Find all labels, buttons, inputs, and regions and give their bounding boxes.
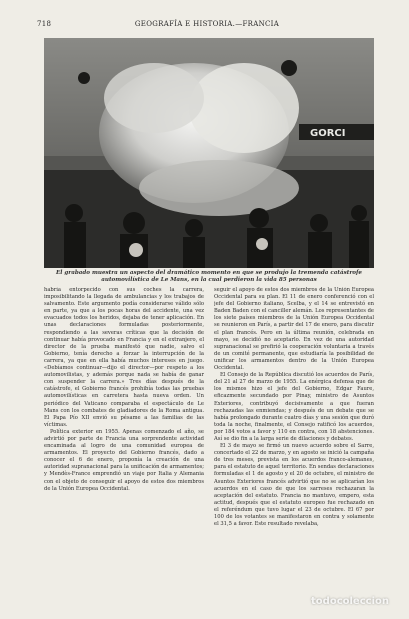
race-crash-photo bbox=[44, 38, 374, 268]
watermark-logo: todocoleccion bbox=[311, 596, 389, 607]
paragraph: El Consejo de la República discutió los acuerdos de París, del 21 al 27 de marzo de 1955. La enérgica defensa que de los mismos hizo el jefe del Gobierno, Edgar Faure, eficazmente secundado por Pinay, ministro de Asuntos Exteriores, contribuyó decisivamente a que fueran rechazadas las enmiendas; y después de un debate que se había prolongado durante cuatro días y una sesión que duró toda la noche, finalmente, el Consejo ratificó los acuerdos, por 184 votos a favor y 110 en contra, con 18 abstenciones. Así se dio fin a la larga serie de dilaciones y debates. bbox=[214, 372, 374, 442]
photo-illustration bbox=[44, 38, 374, 268]
photo-banner-text: GORCI bbox=[310, 128, 346, 139]
running-title: GEOGRAFÍA E HISTORIA.—FRANCIA bbox=[134, 20, 280, 28]
page-number: 718 bbox=[37, 20, 52, 28]
photo-caption: El grabado muestra un aspecto del dramático momento en que se produjo la tremenda catástrofe automovilística de Le Mans, en la cual perdieron la vida 85 personas bbox=[56, 270, 362, 283]
paragraph: habría entorpecido con sus coches la carrera, imposibilitando la llegada de ambulancias y los trabajos de salvamento. Este argumento podía considerarse válido sólo en parte, ya que a los pocas horas del accidente, una vez evacuados todos los heridos, dejaba de tener aplicación. En unas declaraciones formuladas posteriormente, respondiendo a las severas críticas que la decisión de continuar había provocado en Francia y en el extranjero, el director de la prueba manifestó que nadie, salvo el Gobierno, tenía derecho a forzar la interrupción de la carrera, ya que en ella había muchos intereses en juego. «Debíamos continuar—dijo el director—por respeto a los automovilistas, y además porque nada se había de ganar con suspender la carrera.» Tres días después de la catástrofe, el Gobierno francés prohibía todas las pruebas automovilísticas en carretera hasta nueva orden. Un periódico del Vaticano comparaba el espectáculo de Le Mans con los combates de gladiadores de la Roma antigua. El Papa Pío XII envió su pésame a las familias de las víctimas. bbox=[44, 287, 204, 428]
left-column bbox=[44, 287, 204, 587]
article-body bbox=[44, 287, 374, 587]
page-header bbox=[37, 20, 377, 32]
paragraph: El 3 de mayo se firmó un nuevo acuerdo sobre el Sarre, concertado el 22 de marzo, y en agosto se inició la campaña de tres meses, prevista en los acuerdos franco-alemanes, para el estatuto de aquel territorio. En sendas declaraciones formuladas el 1 de agosto y el 20 de octubre, el ministro de Asuntos Exteriores francés advirtió que no se aplicarían los acuerdos en el caso de que los sarreses rechazaran la aceptación del estatuto. Francia no mantuvo, empero, esta actitud, después que el estatuto europeo fue rechazado en el referéndum que tuvo lugar el 23 de octubre. El 67 por 100 de los votantes se manifestaron en contra y solamente el 31,5 a favor. Este resultado revelaba, bbox=[214, 443, 374, 528]
right-column bbox=[214, 287, 374, 587]
paragraph: seguir el apoyo de estos dos miembros de la Unión Europea Occidental para su plan. El 11 de enero conferenció con el jefe del Gobierno italiano, Scelba, y el 14 se entrevistó en Baden Baden con el canciller alemán. Los representantes de los siete países miembros de la Unión Europea Occidental se reunieron en París, a partir del 17 de enero, para discutir el plan francés. Pero en la última reunión, celebrada en mayo, se decidió no aceptarlo. En vez de una autoridad supranacional se prefirió la cooperación voluntaria a través de un comité permanente, que estudiaría la posibilidad de unificar los armamentos dentro de la Unión Europea Occidental. bbox=[214, 287, 374, 372]
paragraph: Política exterior en 1955. Apenas comenzado el año, se advirtió por parte de Francia una sorprendente actividad encaminada al logro de una comunidad europea de armamentos. El proyecto del Gobierno francés, dado a conocer el 6 de enero, proponía la creación de una autoridad supranacional para la unificación de armamentos; y Mendès-France emprendió un viaje por Italia y Alemania con el objeto de conseguir el apoyo de estos dos miembros de la Unión Europea Occidental. bbox=[44, 428, 204, 492]
